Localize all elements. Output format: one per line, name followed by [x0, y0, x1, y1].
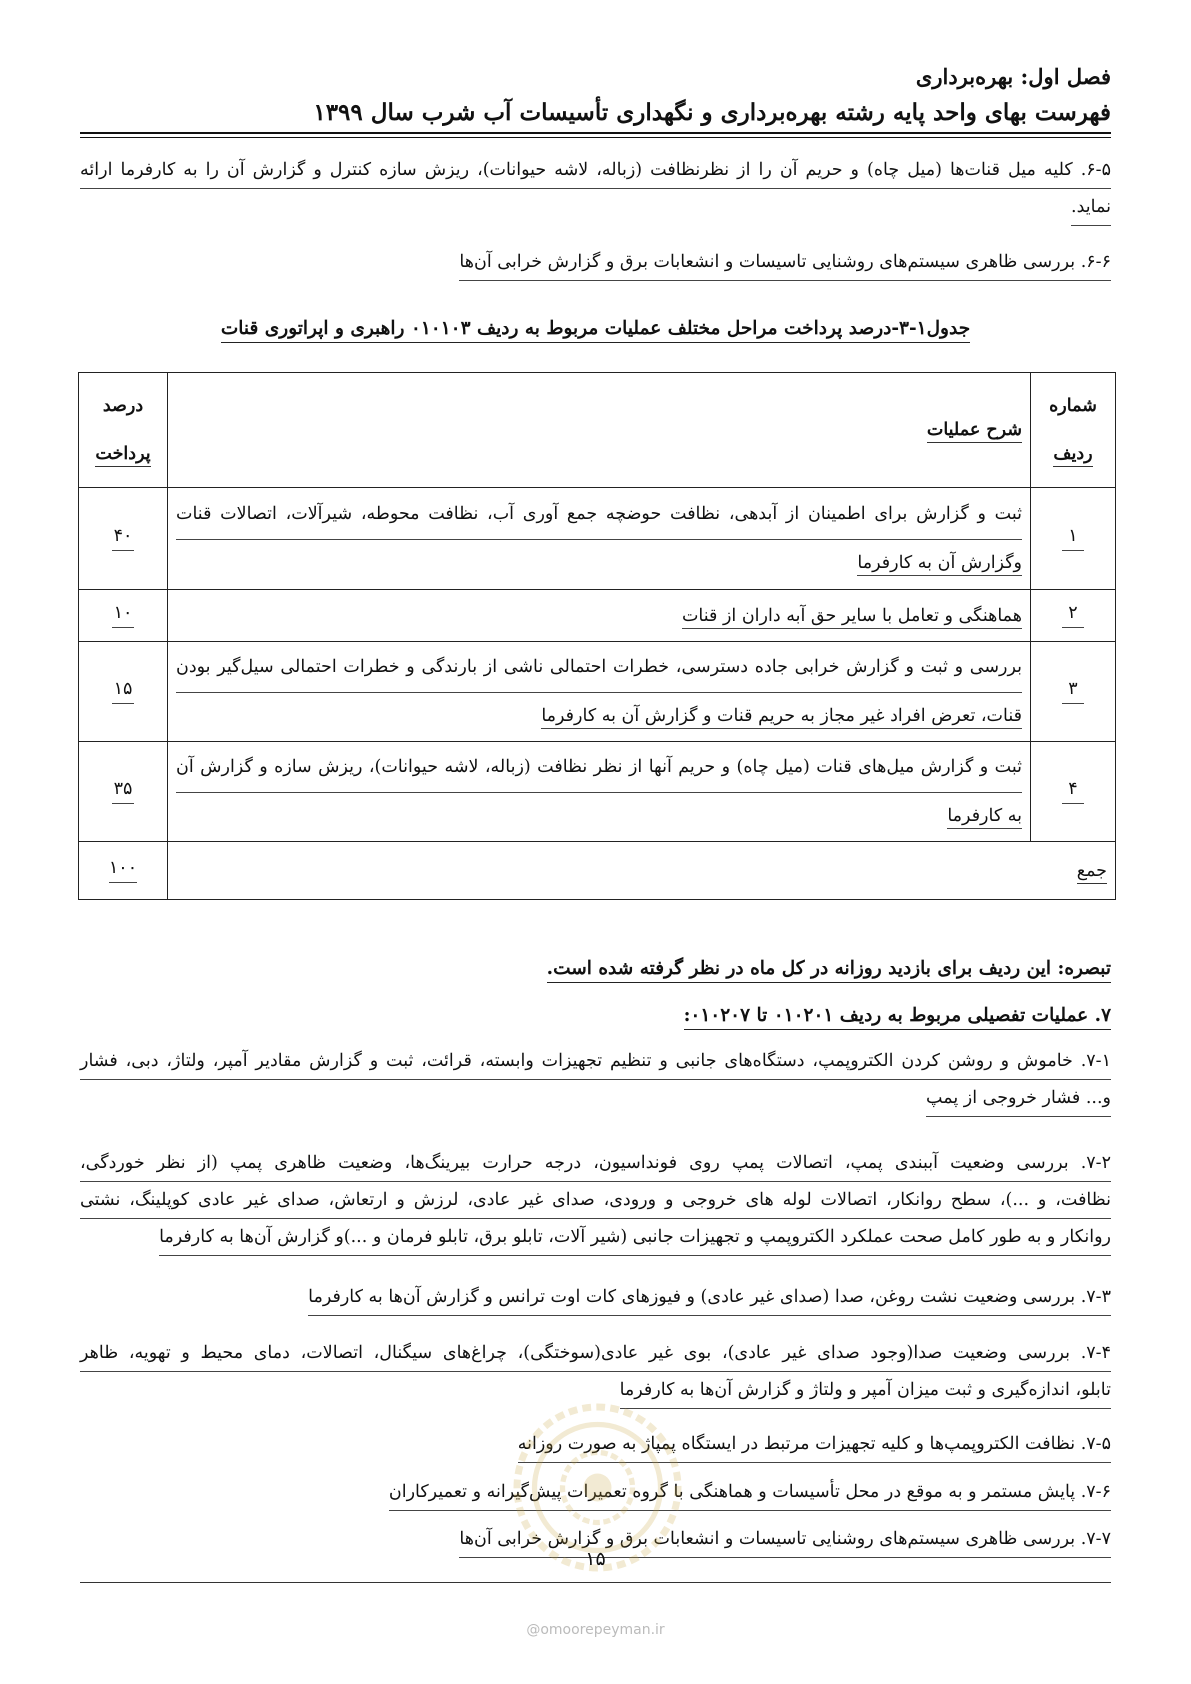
row-description — [168, 488, 1031, 590]
cell-line: ثبت و گزارش میل‌های قنات (میل چاه) و حریم آنها از نظر نظافت (زباله، لاشه حیوانات)، ریزش سازه و گزارش آن — [176, 744, 1022, 793]
table-row — [79, 742, 1116, 842]
header-text: شماره — [1049, 396, 1097, 416]
footer-rule — [80, 1582, 1111, 1583]
item-line: ۷-۱. خاموش و روشن کردن الکتروپمپ، دستگاه‌های جانبی و تنظیم تجهیزات وابسته، قرائت، ثبت و گزارش مقادیر آمپر، ولتاژ، دبی، فشار — [80, 1043, 1111, 1080]
header-rule-thin — [80, 137, 1111, 138]
row-percent: ۴۰ — [112, 526, 134, 551]
total-percent: ۱۰۰ — [109, 858, 137, 883]
item-7-1 — [80, 1043, 1111, 1117]
note-text: تبصره: این ردیف برای بازدید روزانه در کل ماه در نظر گرفته شده است. — [547, 958, 1111, 983]
item-7-2 — [80, 1145, 1111, 1256]
cell-line: بررسی و ثبت و گزارش خرابی جاده دسترسی، خطرات احتمالی ناشی از بارندگی و خطرات احتمالی سیل‌گیر بودن — [176, 644, 1022, 693]
header-text: درصد — [102, 396, 144, 416]
total-label-cell — [168, 842, 1116, 900]
item-line: ۶-۶. بررسی ظاهری سیستم‌های روشنایی تاسیسات و انشعابات برق و گزارش خرابی آن‌ها — [459, 244, 1111, 281]
table-caption-text: جدول۱-۳-درصد پرداخت مراحل مختلف عملیات مربوط به ردیف ۰۱۰۱۰۳ راهبری و اپراتوری قنات — [221, 318, 970, 343]
row-percent: ۱۰ — [112, 603, 134, 628]
table-row — [79, 590, 1116, 642]
item-line: ۷-۴. بررسی وضعیت صدا(وجود صدای غیر عادی)، بوی غیر عادی(سوختگی)، چراغ‌های سیگنال، اتصالات، دمای محیط و تهویه، ظاهر — [80, 1335, 1111, 1372]
table-row — [79, 642, 1116, 742]
item-line: و... فشار خروجی از پمپ — [926, 1080, 1111, 1117]
section-7-title — [80, 1005, 1111, 1026]
row-number: ۱ — [1062, 526, 1084, 551]
row-number: ۳ — [1062, 679, 1084, 704]
table-total-row — [79, 842, 1116, 900]
row-number: ۴ — [1062, 779, 1084, 804]
item-6-5 — [80, 152, 1111, 226]
header-description — [168, 373, 1031, 488]
header-text: پرداخت — [95, 444, 150, 467]
cell-line: وگزارش آن به کارفرما — [857, 553, 1022, 576]
header-row-number — [1031, 373, 1116, 488]
footer-website: @omoorepeyman.ir — [526, 1622, 665, 1638]
item-7-3 — [80, 1279, 1111, 1316]
item-line: تابلو، اندازه‌گیری و ثبت میزان آمپر و ولتاژ و گزارش آن‌ها به کارفرما — [620, 1372, 1111, 1409]
item-line: ۷-۷. بررسی ظاهری سیستم‌های روشنایی تاسیسات و انشعابات برق و گزارش خرابی آن‌ها — [459, 1521, 1111, 1558]
row-description — [168, 742, 1031, 842]
row-description — [168, 642, 1031, 742]
note — [80, 958, 1111, 979]
row-description — [168, 590, 1031, 642]
row-number: ۲ — [1062, 603, 1084, 628]
header-text: شرح عملیات — [927, 420, 1022, 443]
item-line: ۷-۳. بررسی وضعیت نشت روغن، صدا (صدای غیر عادی) و فیوزهای کات اوت ترانس و گزارش آن‌ها به کارفرما — [308, 1279, 1111, 1316]
item-line: نظافت، و ...)، سطح روانکار، اتصالات لوله های خروجی و ورودی، صدای غیر عادی، لرزش و ارتعاش، صدای غیر عادی کوپلینگ، نشتی — [80, 1182, 1111, 1219]
cell-line: هماهنگی و تعامل با سایر حق آبه داران از قنات — [682, 606, 1022, 629]
item-line: ۶-۵. کلیه میل قنات‌ها (میل چاه) و حریم آن را از نظرنظافت (زباله، لاشه حیوانات)، ریزش سازه کنترل و گزارش آن را به کارفرما ارائه — [80, 152, 1111, 189]
payment-table — [78, 372, 1116, 900]
total-label: جمع — [1077, 861, 1107, 884]
table-caption — [80, 318, 1111, 339]
header-rule-thick — [80, 132, 1111, 134]
item-line: ۷-۶. پایش مستمر و به موقع در محل تأسیسات و هماهنگی با گروه تعمیرات پیش‌گیرانه و تعمیرکاران — [389, 1474, 1111, 1511]
item-6-6 — [80, 244, 1111, 281]
cell-line: به کارفرما — [947, 806, 1022, 829]
item-line: ۷-۲. بررسی وضعیت آببندی پمپ، اتصالات پمپ روی فونداسیون، درجه حرارت بیرینگ‌ها، وضعیت ظاهری پمپ (از نظر خوردگی، — [80, 1145, 1111, 1182]
section-title-text: ۷. عملیات تفصیلی مربوط به ردیف ۰۱۰۲۰۱ تا ۰۱۰۲۰۷: — [684, 1005, 1111, 1030]
cell-line: ثبت و گزارش برای اطمینان از آبدهی، نظافت حوضچه جمع آوری آب، نظافت محوطه، شیرآلات، اتصالات قنات — [176, 491, 1022, 540]
chapter-title: فصل اول: بهره‌برداری — [915, 64, 1111, 89]
item-line: ۷-۵. نظافت الکتروپمپ‌ها و کلیه تجهیزات مرتبط در ایستگاه پمپاژ به صورت روزانه — [518, 1426, 1111, 1463]
row-percent: ۳۵ — [112, 779, 134, 804]
table-row — [79, 488, 1116, 590]
row-percent: ۱۵ — [112, 679, 134, 704]
header-text: ردیف — [1053, 444, 1092, 467]
item-line: نماید. — [1071, 189, 1111, 226]
cell-line: قنات، تعرض افراد غیر مجاز به حریم قنات و گزارش آن به کارفرما — [541, 706, 1022, 729]
document-title: فهرست بهای واحد پایه رشته بهره‌برداری و نگهداری تأسیسات آب شرب سال ۱۳۹۹ — [313, 99, 1111, 126]
table-header-row — [79, 373, 1116, 488]
item-7-4 — [80, 1335, 1111, 1409]
page-number: ۱۵ — [585, 1548, 606, 1570]
header-payment-percent — [79, 373, 168, 488]
page-header — [80, 62, 1111, 130]
item-line: روانکار و به طور کامل صحت عملکرد الکتروپمپ و تجهیزات جانبی (شیر آلات، تابلو برق، تابلو فرمان و ...)و گزارش آن‌ها به کارفرما — [159, 1219, 1111, 1256]
